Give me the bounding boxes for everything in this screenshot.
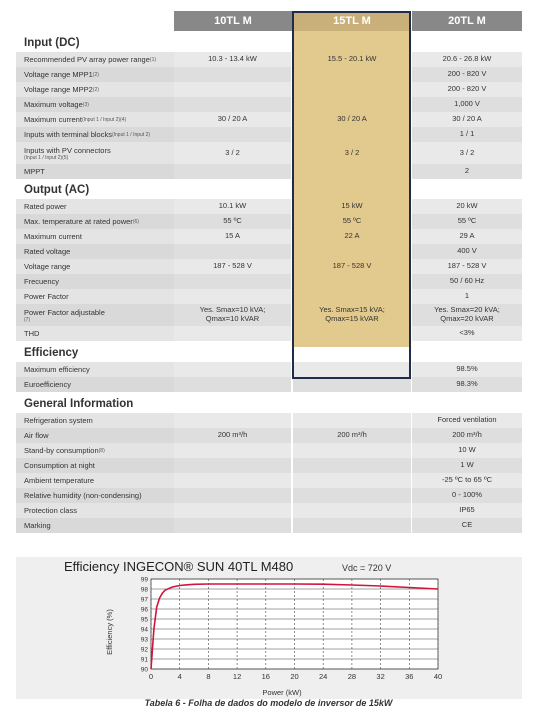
spec-row	[16, 127, 522, 142]
chart-subtitle: Vdc = 720 V	[342, 563, 392, 573]
spec-row	[16, 518, 522, 533]
spec-label-text: Maximum voltage	[24, 100, 83, 109]
spec-label	[16, 377, 174, 392]
chart-x-tick-label: 8	[206, 672, 211, 681]
spec-value-cell: 10 W	[412, 443, 522, 458]
spec-label	[16, 289, 174, 304]
spec-value-cell: 15.5 - 20.1 kW	[293, 52, 411, 67]
spec-value-cell: 200 - 820 V	[412, 67, 522, 82]
spec-label-text: Recommended PV array power range	[24, 55, 150, 64]
chart-y-tick-label: 99	[140, 576, 148, 584]
spec-value-cell: 29 A	[412, 229, 522, 244]
spec-value-cell	[293, 127, 411, 142]
spec-row	[16, 413, 522, 428]
spec-value-cell	[174, 413, 292, 428]
spec-value-cell	[293, 503, 411, 518]
spec-footnote: (Input 1 / Input 2)	[111, 131, 151, 138]
efficiency-chart-svg	[16, 557, 522, 699]
spec-row	[16, 473, 522, 488]
spec-label-text: Euroefficiency	[24, 380, 71, 389]
spec-value-cell	[174, 97, 292, 112]
spec-label	[16, 428, 174, 443]
spec-label-text: Voltage range MPP2	[24, 85, 93, 94]
spec-value-cell	[293, 274, 411, 289]
column-header-20tl: 20TL M	[412, 11, 522, 31]
spec-value-cell: Yes. Smax=15 kVA; Qmax=15 kVAR	[293, 304, 411, 326]
spec-value-cell: 30 / 20 A	[174, 112, 292, 127]
spec-value-cell	[174, 362, 292, 377]
section-header	[16, 341, 522, 362]
spec-value-cell	[174, 326, 292, 341]
spec-label	[16, 214, 174, 229]
spec-footnote: (2)	[92, 71, 99, 78]
section-highlight-cell	[293, 341, 411, 347]
spec-footnote: (3)	[82, 101, 89, 108]
spec-label	[16, 274, 174, 289]
spec-row	[16, 142, 522, 164]
spec-label	[16, 488, 174, 503]
spec-value-cell: 1,000 V	[412, 97, 522, 112]
spec-value-cell	[293, 97, 411, 112]
spec-row	[16, 458, 522, 473]
spec-label	[16, 164, 174, 179]
chart-x-tick-label: 0	[148, 672, 154, 681]
spec-value-cell: <3%	[412, 326, 522, 341]
section-highlight-cell	[293, 179, 411, 199]
spec-label	[16, 97, 174, 112]
chart-x-tick-label: 36	[405, 672, 414, 681]
spec-label-text: Refrigeration system	[24, 416, 93, 425]
spec-label	[16, 82, 174, 97]
spec-label	[16, 473, 174, 488]
spec-value-cell	[293, 413, 411, 428]
spec-label	[16, 199, 174, 214]
spec-value-cell: 3 / 2	[293, 142, 411, 164]
spec-value-cell: 1	[412, 289, 522, 304]
spec-value-cell	[174, 488, 292, 503]
spec-value-cell: CE	[412, 518, 522, 533]
spec-row	[16, 97, 522, 112]
spec-value-cell	[174, 127, 292, 142]
spec-value-cell: 55 ºC	[293, 214, 411, 229]
chart-y-tick-label: 93	[140, 636, 148, 644]
spec-row	[16, 304, 522, 326]
spec-value-cell	[293, 82, 411, 97]
spec-value-cell: Forced ventilation	[412, 413, 522, 428]
spec-row	[16, 503, 522, 518]
spec-value-cell	[174, 443, 292, 458]
spec-value-cell	[293, 164, 411, 179]
spec-value-cell	[293, 443, 411, 458]
chart-y-tick-label: 94	[140, 626, 148, 634]
spec-value-cell	[174, 67, 292, 82]
spec-value-cell: 1 W	[412, 458, 522, 473]
spec-value-cell	[293, 473, 411, 488]
spec-value-cell: 15 kW	[293, 199, 411, 214]
spec-row	[16, 164, 522, 179]
spec-value-cell: 400 V	[412, 244, 522, 259]
spec-row	[16, 67, 522, 82]
spec-value-cell	[174, 82, 292, 97]
spec-value-cell	[174, 164, 292, 179]
section-title: General Information	[24, 398, 134, 410]
spec-value-cell: -25 ºC to 65 ºC	[412, 473, 522, 488]
spec-value-cell: 2	[412, 164, 522, 179]
spec-label-text: Maximum current	[24, 115, 82, 124]
spec-label-text: Ambient temperature	[24, 476, 95, 485]
spec-value-cell	[174, 458, 292, 473]
spec-value-cell	[174, 377, 292, 392]
spec-row	[16, 259, 522, 274]
chart-x-tick-label: 4	[177, 672, 182, 681]
chart-y-tick-label: 98	[140, 586, 148, 594]
spec-value-cell: Yes. Smax=20 kVA; Qmax=20 kVAR	[412, 304, 522, 326]
spec-value-cell: 55 ºC	[174, 214, 292, 229]
section-header	[16, 392, 522, 413]
spec-value-cell: 187 - 528 V	[293, 259, 411, 274]
section-highlight-cell	[293, 31, 411, 52]
spec-label	[16, 142, 174, 164]
spec-label-text: Relative humidity (non-condensing)	[24, 491, 142, 500]
spec-row	[16, 289, 522, 304]
spec-value-cell: 15 A	[174, 229, 292, 244]
spec-value-cell: 10.3 - 13.4 kW	[174, 52, 292, 67]
spec-label	[16, 326, 174, 341]
chart-x-tick-label: 16	[261, 672, 270, 681]
spec-value-cell: 200 m³/h	[293, 428, 411, 443]
spec-label	[16, 413, 174, 428]
spec-label-text: THD	[24, 329, 40, 338]
spec-row	[16, 52, 522, 67]
spec-row	[16, 112, 522, 127]
spec-label-text: Consumption at night	[24, 461, 95, 470]
spec-value-cell: 1 / 1	[412, 127, 522, 142]
spec-value-cell	[174, 473, 292, 488]
spec-value-cell	[174, 244, 292, 259]
chart-x-tick-label: 40	[433, 672, 443, 681]
spec-row	[16, 199, 522, 214]
spec-label-text: Stand-by consumption	[24, 446, 99, 455]
spec-footnote: (7)	[24, 316, 31, 323]
chart-x-tick-label: 32	[376, 672, 385, 681]
spec-label-text: Protection class	[24, 506, 77, 515]
spec-value-cell: 187 - 528 V	[412, 259, 522, 274]
spec-label-text: Power Factor adjustable	[24, 307, 105, 317]
chart-x-tick-label: 12	[232, 672, 242, 681]
spec-label	[16, 503, 174, 518]
spec-footnote: (Input 1 / Input 2)(4)	[81, 116, 127, 123]
figure-caption: Tabela 6 - Folha de dados do modelo de inversor de 15kW	[144, 698, 393, 708]
spec-label-text: Marking	[24, 521, 51, 530]
spec-row	[16, 244, 522, 259]
spec-row	[16, 82, 522, 97]
spec-value-cell: 20 kW	[412, 199, 522, 214]
spec-value-cell	[293, 362, 411, 377]
spec-row	[16, 326, 522, 341]
datasheet-table	[16, 11, 522, 557]
spec-label-text: Inputs with terminal blocks	[24, 130, 112, 139]
spec-row	[16, 377, 522, 392]
chart-y-tick-label: 91	[140, 656, 148, 664]
spec-label	[16, 362, 174, 377]
spec-label	[16, 127, 174, 142]
section-title: Output (AC)	[24, 184, 90, 196]
spec-label-text: Power Factor	[24, 292, 69, 301]
spec-value-cell: IP65	[412, 503, 522, 518]
spec-footnote: (2)	[92, 86, 99, 93]
spec-value-cell: Yes. Smax=10 kVA; Qmax=10 kVAR	[174, 304, 292, 326]
spec-value-cell: 50 / 60 Hz	[412, 274, 522, 289]
spec-value-cell	[293, 67, 411, 82]
chart-x-tick-label: 28	[347, 672, 357, 681]
spec-label	[16, 458, 174, 473]
chart-y-axis-label: Efficiency (%)	[105, 609, 114, 655]
chart-x-tick-label: 24	[319, 672, 328, 681]
spec-value-cell	[293, 326, 411, 341]
spec-value-cell	[174, 289, 292, 304]
spec-label-text: Max. temperature at rated power	[24, 217, 133, 226]
section-header	[16, 179, 522, 199]
spec-value-cell: 55 ºC	[412, 214, 522, 229]
section-header	[16, 31, 522, 52]
spec-footnote: (Input 1 / Input 2)(5)	[24, 154, 69, 161]
column-header-15tl: 15TL M	[293, 11, 411, 31]
chart-y-tick-label: 95	[140, 616, 148, 624]
chart-y-tick-label: 90	[140, 666, 148, 674]
spec-value-cell	[174, 274, 292, 289]
spec-row	[16, 229, 522, 244]
spec-value-cell: 3 / 2	[412, 142, 522, 164]
spec-row	[16, 488, 522, 503]
chart-y-tick-label: 92	[140, 646, 148, 654]
spec-row	[16, 214, 522, 229]
spec-label-text: Maximum current	[24, 232, 82, 241]
spec-value-cell: 30 / 20 A	[293, 112, 411, 127]
chart-x-axis-label: Power (kW)	[262, 688, 302, 697]
spec-value-cell: 30 / 20 A	[412, 112, 522, 127]
spec-row	[16, 443, 522, 458]
spec-label	[16, 244, 174, 259]
spec-label	[16, 259, 174, 274]
spec-value-cell: 98.5%	[412, 362, 522, 377]
spec-label-text: Frecuency	[24, 277, 60, 286]
chart-y-tick-label: 97	[140, 596, 148, 604]
chart-x-tick-label: 20	[290, 672, 299, 681]
spec-label	[16, 67, 174, 82]
spec-label	[16, 443, 174, 458]
spec-value-cell	[293, 518, 411, 533]
spec-value-cell: 3 / 2	[174, 142, 292, 164]
spec-row	[16, 274, 522, 289]
spec-value-cell: 98.3%	[412, 377, 522, 392]
efficiency-chart	[16, 557, 522, 699]
spec-label-text: Inputs with PV connectors	[24, 145, 111, 155]
spec-label-text: Voltage range	[24, 262, 71, 271]
spec-label	[16, 304, 174, 326]
spec-value-cell	[293, 488, 411, 503]
chart-title: Efficiency INGECON® SUN 40TL M480	[64, 559, 294, 574]
section-title: Efficiency	[24, 347, 79, 359]
spec-value-cell	[293, 244, 411, 259]
spec-value-cell	[293, 289, 411, 304]
spec-value-cell: 20.6 - 26.8 kW	[412, 52, 522, 67]
spec-label-text: Voltage range MPP1	[24, 70, 93, 79]
spec-label-text: MPPT	[24, 167, 45, 176]
spec-value-cell: 22 A	[293, 229, 411, 244]
spec-label	[16, 229, 174, 244]
spec-label-text: Rated voltage	[24, 247, 71, 256]
chart-y-tick-label: 96	[140, 606, 148, 614]
spec-footnote: (6)	[132, 218, 139, 225]
spec-label-text: Maximum efficiency	[24, 365, 90, 374]
spec-label	[16, 52, 174, 67]
spec-label	[16, 112, 174, 127]
spec-value-cell: 200 m³/h	[412, 428, 522, 443]
spec-row	[16, 362, 522, 377]
spec-value-cell: 200 m³/h	[174, 428, 292, 443]
spec-footnote: (1)	[149, 56, 157, 63]
spec-value-cell: 0 - 100%	[412, 488, 522, 503]
spec-footnote: (8)	[98, 447, 105, 454]
spec-label	[16, 518, 174, 533]
spec-label-text: Rated power	[24, 202, 67, 211]
spec-value-cell	[174, 518, 292, 533]
column-header-10tl: 10TL M	[174, 11, 292, 31]
spec-row	[16, 428, 522, 443]
spec-value-cell	[174, 503, 292, 518]
spec-value-cell: 200 - 820 V	[412, 82, 522, 97]
spec-value-cell	[293, 458, 411, 473]
spec-value-cell	[293, 377, 411, 392]
spec-label-text: Air flow	[24, 431, 49, 440]
section-title: Input (DC)	[24, 37, 80, 49]
spec-value-cell: 187 - 528 V	[174, 259, 292, 274]
spec-value-cell: 10.1 kW	[174, 199, 292, 214]
